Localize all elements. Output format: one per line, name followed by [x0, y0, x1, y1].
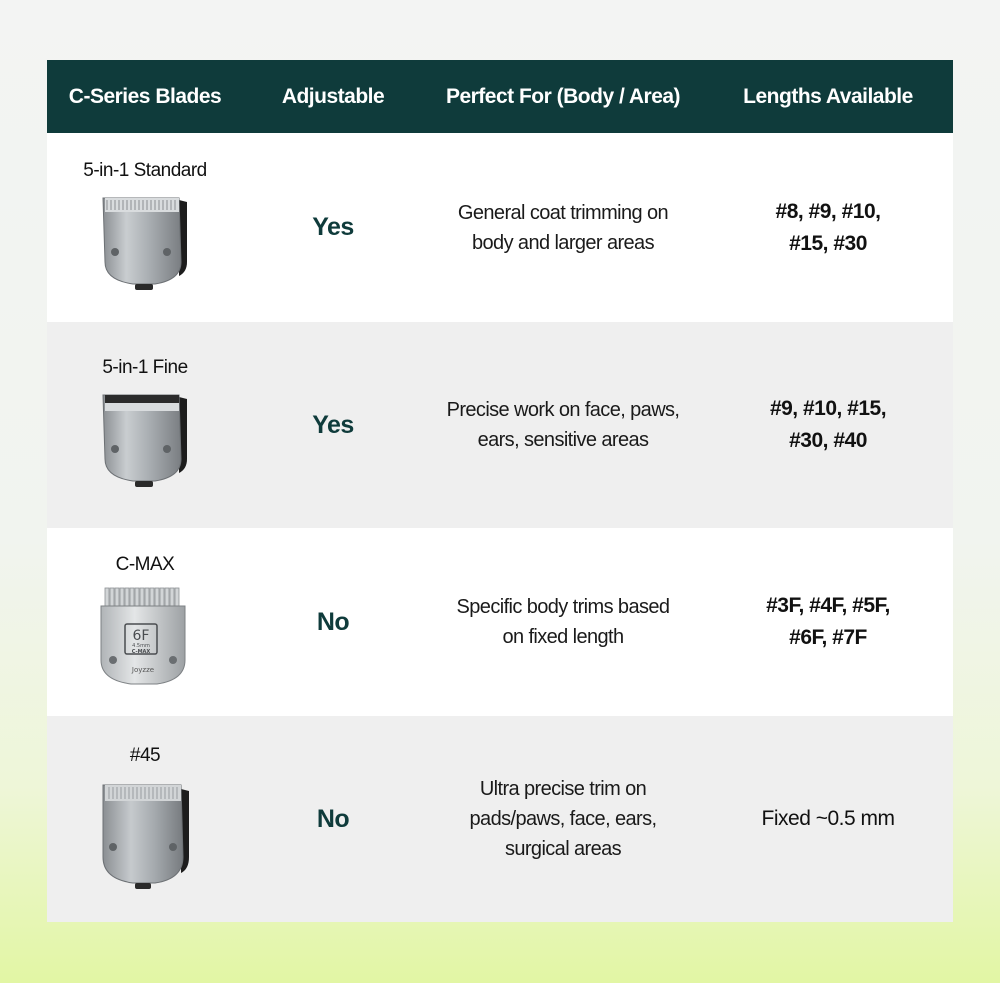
length-line: #9, #10, #15, — [769, 397, 887, 420]
table-row — [47, 528, 953, 716]
fixed-blade-icon — [95, 777, 195, 893]
adjustable-value: No — [316, 804, 350, 833]
length-line: #3F, #4F, #5F, — [766, 594, 890, 617]
blade-cell — [47, 554, 243, 690]
blade-brand-label: Joyzze — [131, 666, 155, 674]
adjustable-blade-icon — [95, 389, 195, 493]
blade-name: C-MAX — [115, 554, 175, 575]
blade-spec-label: 4.5mm — [132, 643, 150, 649]
lengths-text — [703, 196, 953, 260]
table-row — [47, 322, 953, 528]
length-line: #6F, #7F — [789, 626, 867, 649]
perfect-for-text — [423, 774, 703, 864]
header-adjustable: Adjustable — [281, 84, 385, 108]
perfect-for-text — [423, 592, 703, 652]
desc-line: pads/paws, face, ears, — [469, 808, 657, 830]
length-line: Fixed ~0.5 mm — [761, 807, 895, 830]
adjustable-value: Yes — [312, 213, 354, 241]
blade-name: 5-in-1 Fine — [102, 357, 188, 378]
perfect-for-text — [423, 395, 703, 455]
length-line: #15, #30 — [789, 231, 867, 255]
blade-cell — [47, 745, 243, 893]
blade-model-label: C-MAX — [131, 649, 151, 655]
blade-cell — [47, 160, 243, 296]
header-blades: C-Series Blades — [68, 84, 222, 108]
blade-cell — [47, 357, 243, 493]
desc-line: ears, sensitive areas — [477, 429, 649, 451]
header-lengths: Lengths Available — [743, 84, 913, 108]
desc-line: on fixed length — [502, 626, 624, 648]
table-header — [47, 60, 953, 133]
blade-size-label: 6F — [132, 628, 150, 644]
perfect-for-text — [423, 198, 703, 258]
table-row — [47, 133, 953, 322]
table-row — [47, 716, 953, 922]
desc-line: Precise work on face, paws, — [446, 399, 680, 421]
length-line: #8, #9, #10, — [775, 199, 881, 223]
desc-line: surgical areas — [504, 838, 622, 860]
blade-name: 5-in-1 Standard — [83, 159, 207, 181]
length-line: #30, #40 — [789, 429, 867, 452]
adjustable-value: No — [316, 607, 350, 636]
comparison-table — [47, 60, 953, 922]
desc-line: body and larger areas — [472, 231, 654, 254]
cmax-blade-icon — [95, 586, 195, 690]
desc-line: Ultra precise trim on — [479, 778, 647, 800]
adjustable-value: Yes — [312, 410, 354, 439]
lengths-text — [703, 803, 953, 835]
blade-name: #45 — [129, 745, 161, 766]
header-perfect-for: Perfect For (Body / Area) — [445, 84, 681, 108]
lengths-text — [703, 393, 953, 457]
desc-line: Specific body trims based — [456, 596, 670, 618]
lengths-text — [703, 590, 953, 654]
desc-line: General coat trimming on — [457, 201, 669, 224]
adjustable-blade-icon — [95, 192, 195, 296]
